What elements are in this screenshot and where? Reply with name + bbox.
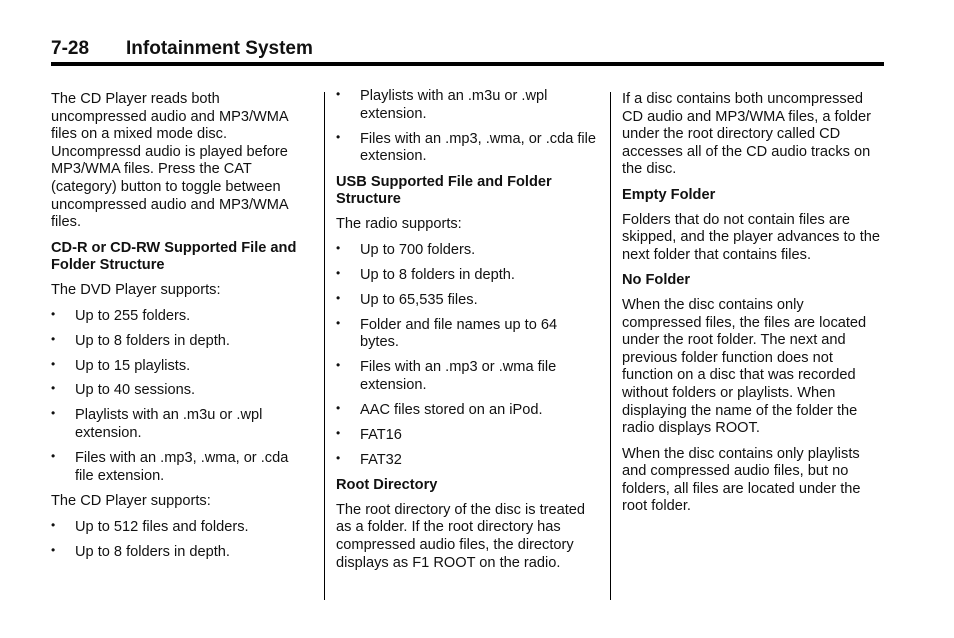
- column-1: [51, 91, 309, 569]
- list-item: • Up to 40 sessions.: [51, 381, 196, 399]
- column-2: [336, 88, 596, 580]
- column-3: [622, 91, 884, 524]
- cd-list: [51, 519, 309, 562]
- root-directory-heading: Root Directory: [336, 477, 438, 494]
- cd-supports-text: The CD Player supports:: [51, 493, 211, 510]
- root-directory-text: The root directory of the disc is treated as a folder. If the root directory has compressed audio files, the directory displays as F1 ROOT on the radio.: [336, 501, 586, 571]
- bullet-icon: •: [336, 358, 341, 373]
- list-item: • Up to 8 folders in depth.: [51, 542, 230, 560]
- bullet-icon: •: [51, 517, 56, 532]
- bullet-icon: •: [336, 290, 341, 305]
- list-item: • Playlists with an .m3u or .wpl extension.: [51, 406, 263, 442]
- column-divider-2: [610, 92, 611, 600]
- bullet-icon: •: [51, 306, 56, 321]
- no-folder-text-2: When the disc contains only playlists and compressed audio files, but no folders, all files are located under the root folder.: [622, 445, 861, 515]
- no-folder-text-1: When the disc contains only compressed files, the files are located under the root folder. The next and previous folder function does not function on a disc that was recorded without folders or playlists. When displaying the name of the folder the radio displays ROOT.: [622, 296, 867, 437]
- bullet-icon: •: [51, 331, 56, 346]
- radio-list: [336, 242, 596, 470]
- bullet-icon: •: [336, 240, 341, 255]
- bullet-icon: •: [336, 265, 341, 280]
- bullet-icon: •: [51, 356, 56, 371]
- bullet-icon: •: [51, 542, 56, 557]
- empty-folder-text: Folders that do not contain files are skipped, and the player advances to the next folder that contains files.: [622, 211, 880, 263]
- usb-heading: USB Supported File and Folder Structure: [336, 173, 552, 208]
- empty-folder-heading: Empty Folder: [622, 186, 716, 203]
- bullet-icon: •: [336, 400, 341, 415]
- list-item: • Up to 700 folders.: [336, 240, 476, 258]
- list-item: • Folder and file names up to 64 bytes.: [336, 315, 558, 351]
- list-item: • FAT32: [336, 450, 402, 468]
- section-title: Infotainment System: [126, 38, 313, 59]
- bullet-icon: •: [336, 450, 341, 465]
- page-number: 7-28: [51, 38, 90, 59]
- no-folder-heading: No Folder: [622, 272, 691, 289]
- list-item: • AAC files stored on an iPod.: [336, 400, 543, 418]
- list-item: • Files with an .mp3 or .wma file extension.: [336, 358, 557, 393]
- column-divider-1: [324, 92, 325, 600]
- intro-paragraph: The CD Player reads both uncompressed audio and MP3/WMA files on a mixed mode disc. Uncompressd audio is played before MP3/WMA files. Press the CAT (category) button to toggle between uncompressed audio and MP3/WMA files.: [51, 91, 288, 231]
- cdr-heading: CD-R or CD-RW Supported File and Folder Structure: [51, 239, 297, 274]
- bullet-icon: •: [336, 87, 341, 101]
- dvd-supports-text: The DVD Player supports:: [51, 281, 221, 298]
- bullet-icon: •: [51, 406, 56, 421]
- bullet-icon: •: [51, 381, 56, 396]
- bullet-icon: •: [336, 315, 341, 330]
- list-item: • Up to 512 files and folders.: [51, 517, 249, 535]
- bullet-icon: •: [336, 425, 341, 440]
- header-rule: [51, 62, 884, 66]
- list-item: • Files with an .mp3, .wma, or .cda file extension.: [51, 449, 289, 484]
- continued-list: [336, 88, 596, 166]
- list-item: • FAT16: [336, 425, 402, 443]
- bullet-icon: •: [336, 129, 341, 144]
- dvd-list: [51, 308, 309, 486]
- bullet-icon: •: [51, 449, 56, 464]
- list-item: • Up to 8 folders in depth.: [51, 331, 230, 349]
- list-item: • Up to 255 folders.: [51, 306, 191, 324]
- list-item: • Up to 65,535 files.: [336, 290, 478, 308]
- list-item: • Playlists with an .m3u or .wpl extension.: [336, 87, 548, 122]
- mixed-disc-paragraph: If a disc contains both uncompressed CD audio and MP3/WMA files, a folder under the root directory called CD accesses all of the CD audio tracks on the disc.: [622, 91, 872, 178]
- radio-supports-text: The radio supports:: [336, 215, 462, 232]
- list-item: • Up to 8 folders in depth.: [336, 265, 515, 283]
- list-item: • Up to 15 playlists.: [51, 356, 191, 374]
- list-item: • Files with an .mp3, .wma, or .cda file extension.: [336, 129, 597, 165]
